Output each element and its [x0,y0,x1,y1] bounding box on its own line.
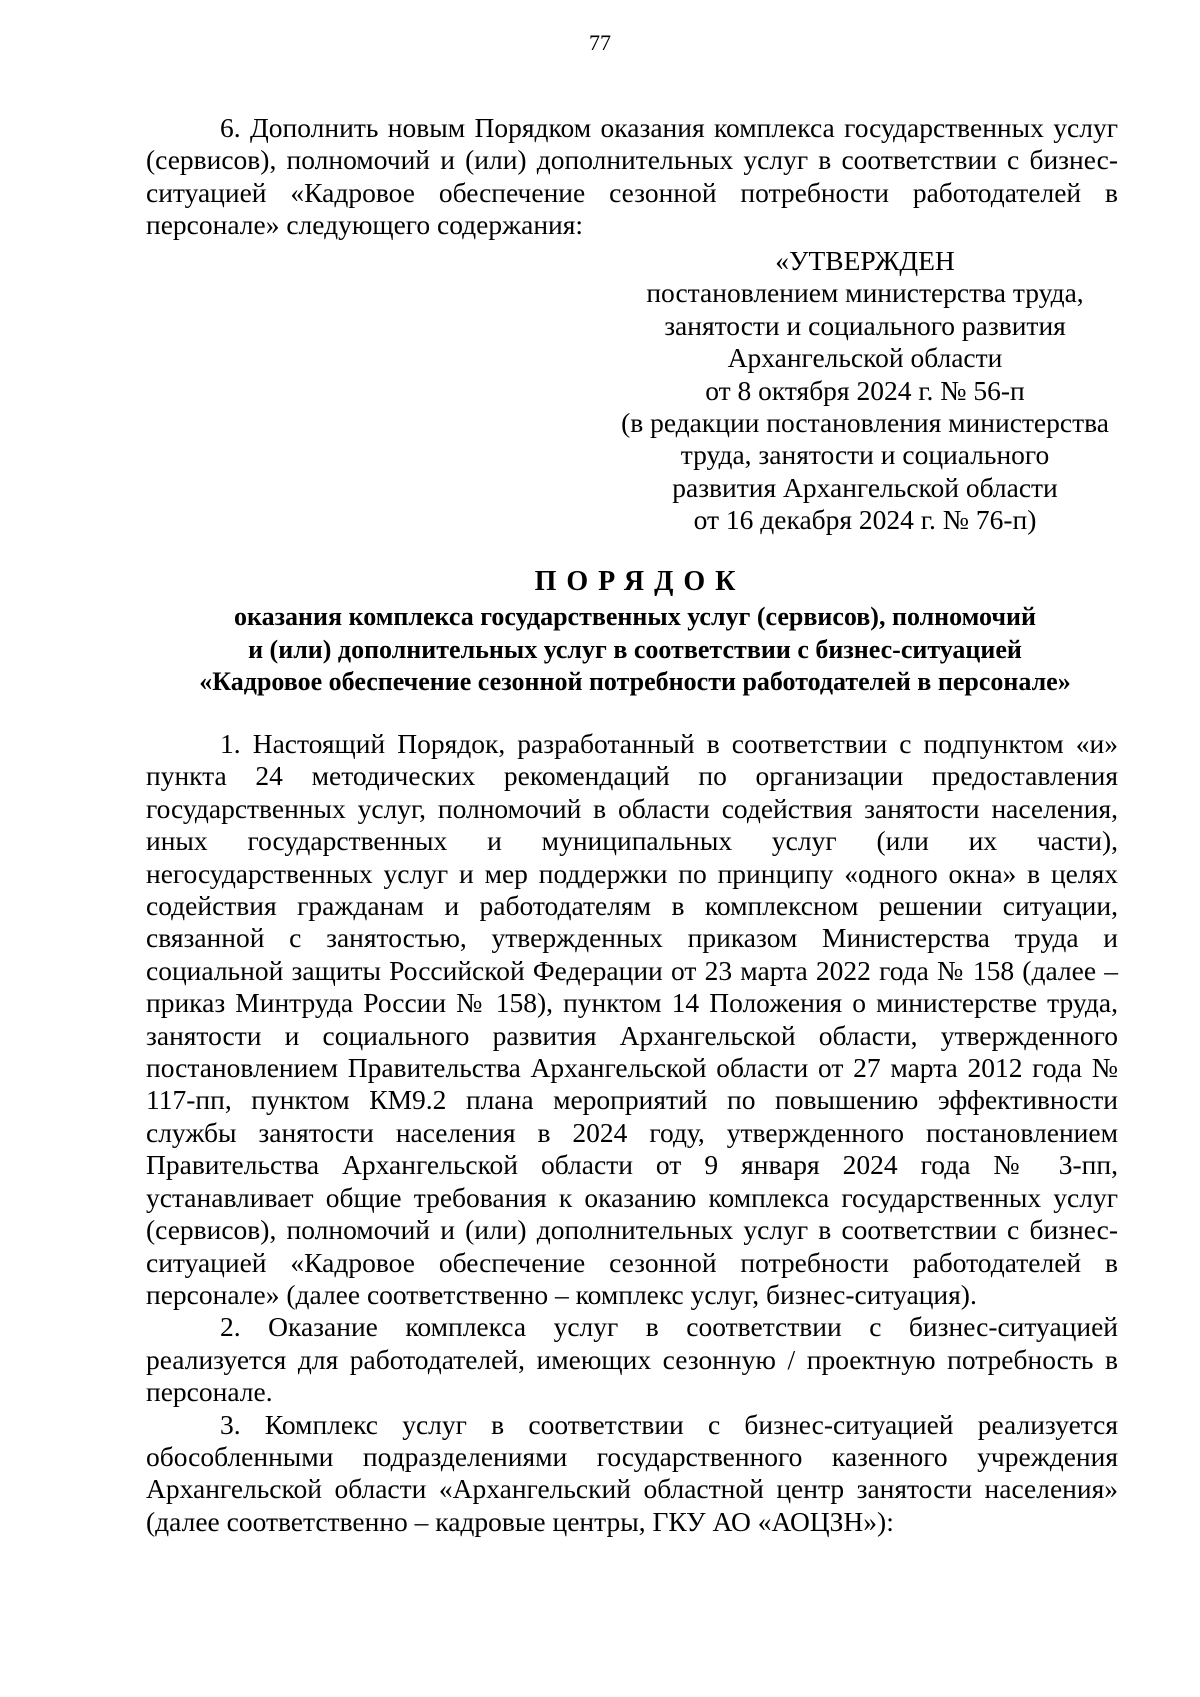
title-line: оказания комплекса государственных услуг (сервисов), полномочий [234,602,1036,631]
title-heading: ПОРЯДОК [534,566,746,597]
approval-line: (в редакции постановления министерства [621,407,1109,439]
approval-line: постановлением министерства труда, [646,277,1084,309]
approval-line: от 16 декабря 2024 г. № 76-п) [693,504,1037,536]
intro-section [146,112,1118,242]
document-title [80,563,1190,699]
clauses-section [146,728,1118,1538]
approval-line: «УТВЕРЖДЕН [775,245,955,276]
approval-stamp [600,245,1130,537]
clause-paragraph: 3. Комплекс услуг в соответствии с бизнес-ситуацией реализуется обособленными подразделениями государственного казенного учреждения Архангельской области «Архангельский областной центр занятости населения» (далее соответственно – кадровые центры, ГКУ АО «АОЦЗН»): [146,1408,1118,1537]
clause-paragraph: 2. Оказание комплекса услуг в соответствии с бизнес-ситуацией реализуется для работодателей, имеющих сезонную / проектную потребность в персонале. [146,1311,1118,1408]
title-line: и (или) дополнительных услуг в соответствии с бизнес-ситуацией [248,634,1022,664]
approval-line: развития Архангельской области [672,471,1058,503]
approval-line: Архангельской области [727,342,1003,374]
clause-paragraph: 1. Настоящий Порядок, разработанный в соответствии с подпунктом «и» пункта 24 методических рекомендаций по организации предоставления государственных услуг, полномочий в области содействия занятости населения, иных государственных и муниципальных услуг (или их части), негосударственных услуг и мер поддержки по принципу «одного окна» в целях содействия гражданам и работодателям в комплексном решении ситуации, связанной с занятостью, утвержденных приказом Министерства труда и социальной защиты Российской Федерации от 23 марта 2022 года № 158 (далее – приказ Минтруда России № 158), пунктом 14 Положения о министерстве труда, занятости и социального развития Архангельской области, утвержденного постановлением Правительства Архангельской области от 27 марта 2012 года № 117-пп, пунктом КМ9.2 плана мероприятий по повышению эффективности службы занятости населения в 2024 году, утвержденного постановлением Правительства Архангельской области от 9 января 2024 года № 3-пп, устанавливает общие требования к оказанию комплекса государственных услуг (сервисов), полномочий и (или) дополнительных услуг в соответствии с бизнес-ситуацией «Кадровое обеспечение сезонной потребности работодателей в персонале» (далее соответственно – комплекс услуг, бизнес-ситуация). [146,728,1118,1310]
page-number: 77 [589,30,611,55]
intro-paragraph: 6. Дополнить новым Порядком оказания комплекса государственных услуг (сервисов), полномочий и (или) дополнительных услуг в соответствии с бизнес-ситуацией «Кадровое обеспечение сезонной потребности работодателей в персонале» следующего содержания: [146,112,1118,241]
title-line: «Кадровое обеспечение сезонной потребности работодателей в персонале» [199,667,1071,696]
approval-line: занятости и социального развития [664,309,1066,341]
approval-line: труда, занятости и социального [680,439,1050,471]
approval-line: от 8 октября 2024 г. № 56-п [705,374,1025,406]
